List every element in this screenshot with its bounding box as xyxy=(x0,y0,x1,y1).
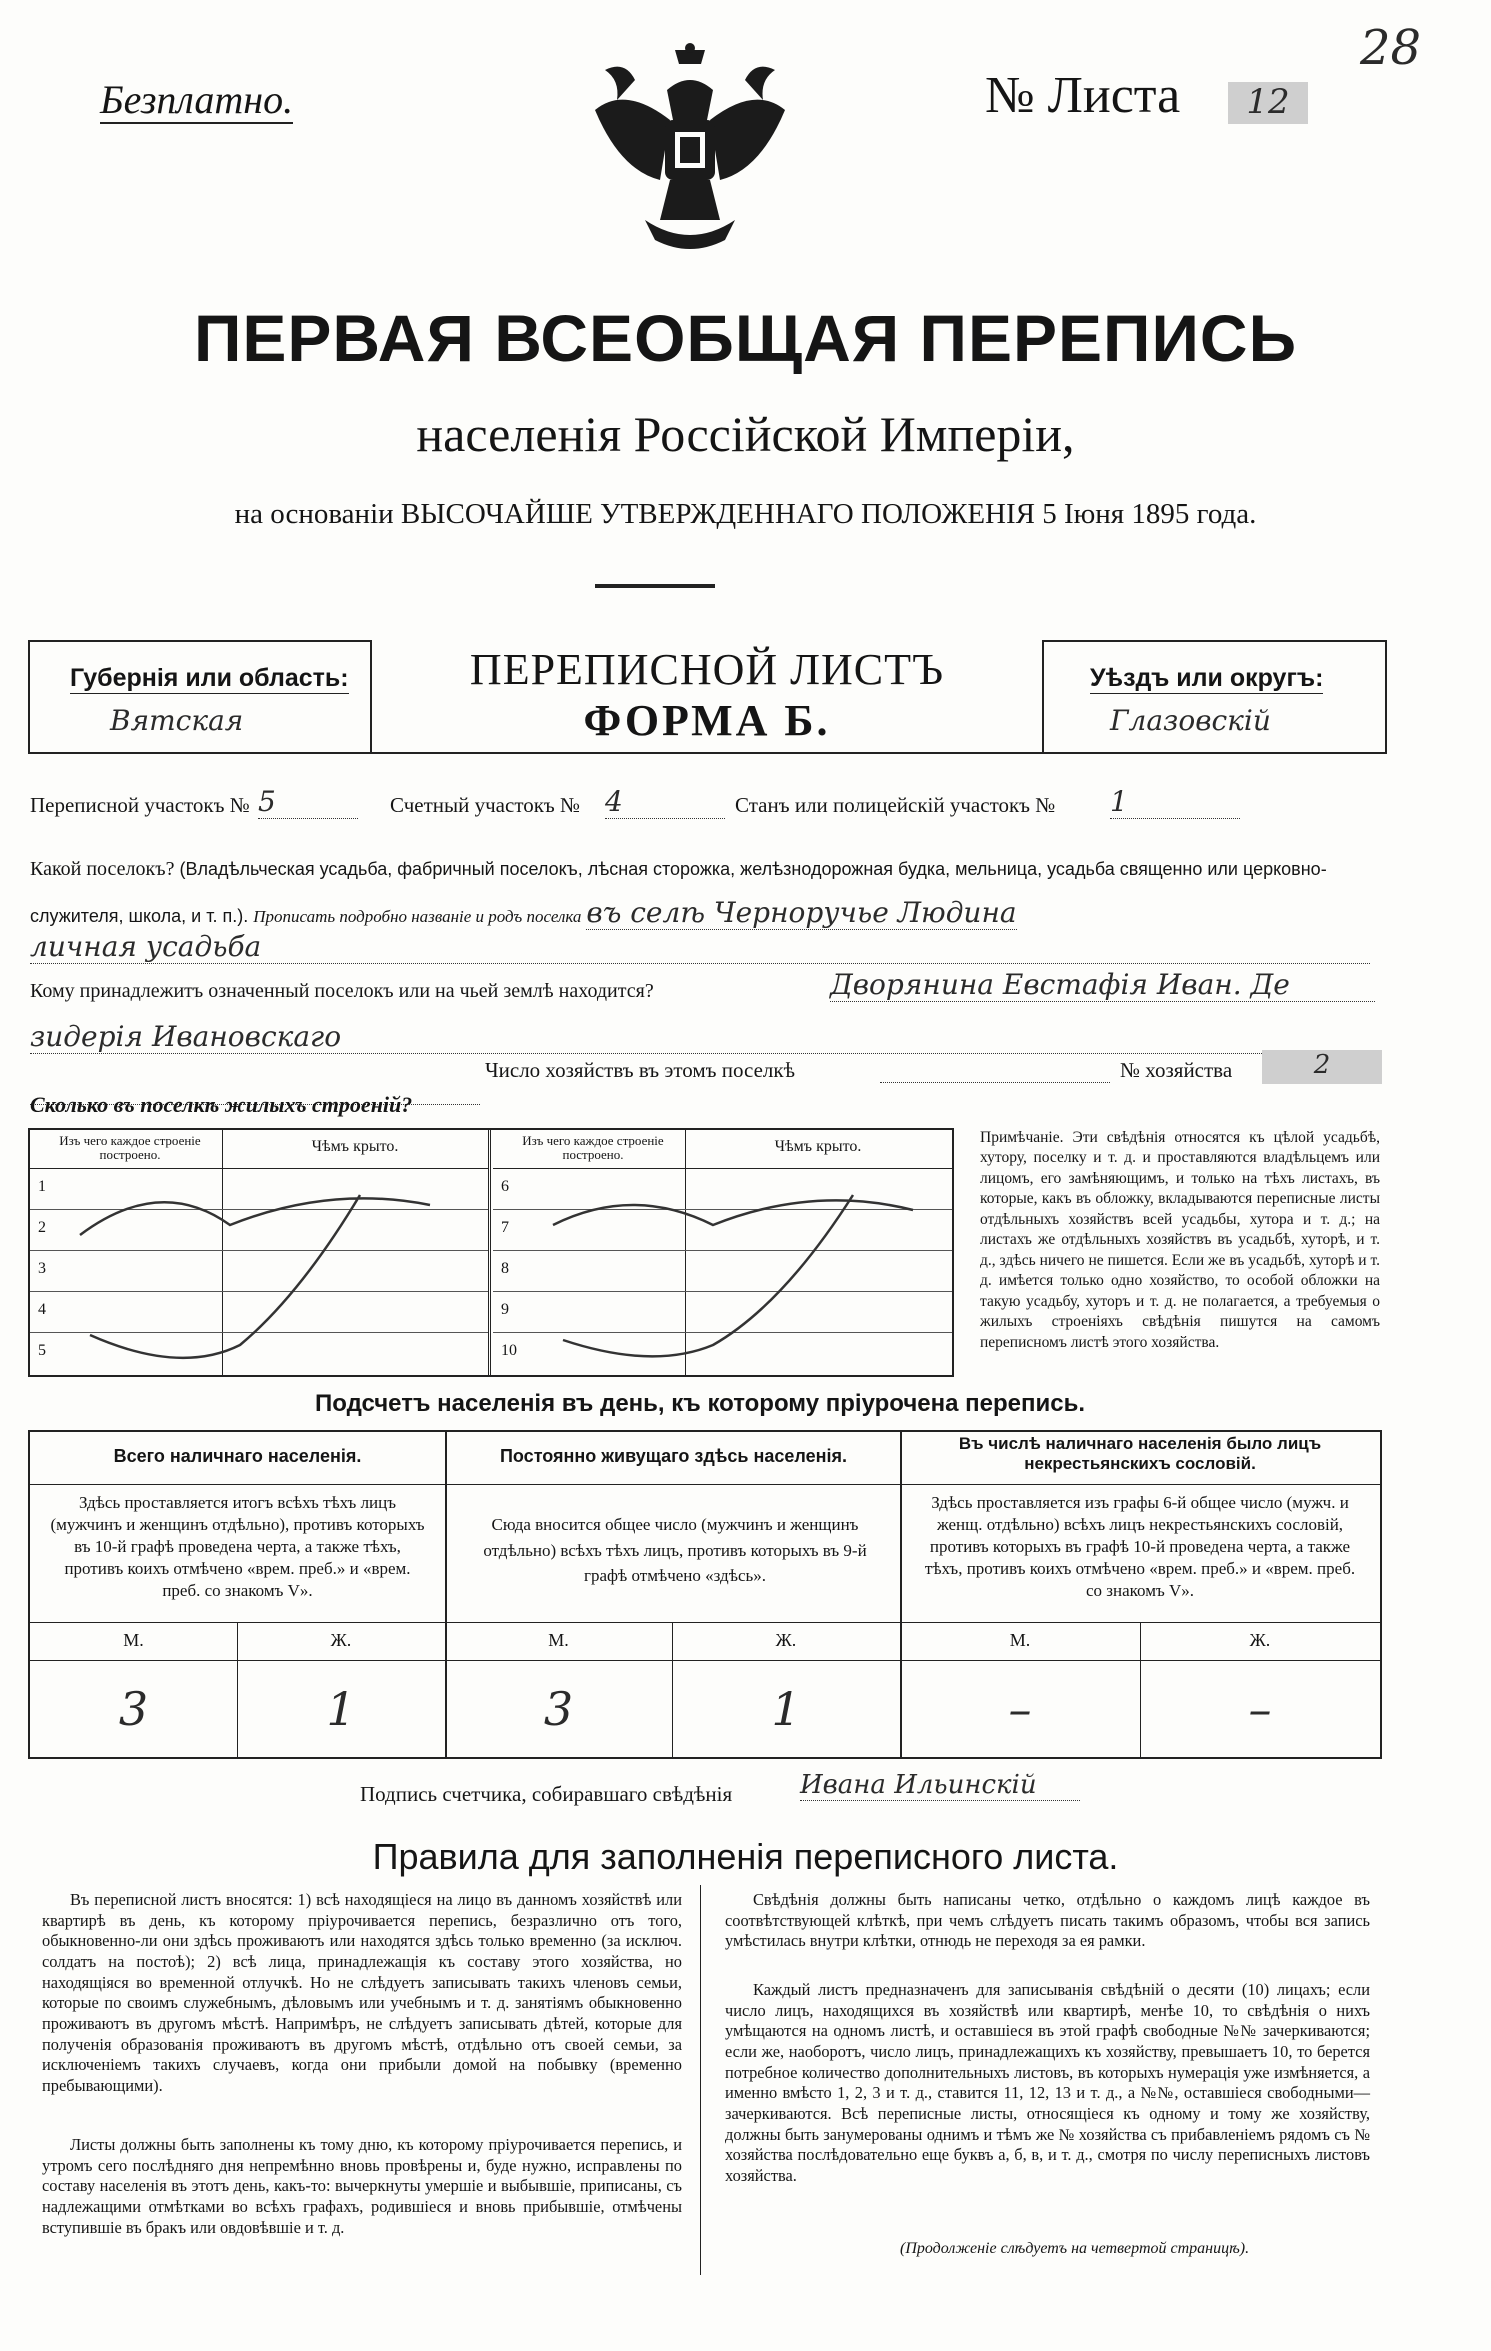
settlement-hint: (Владѣльческая усадьба, фабричный поселокъ, лѣсная сторожка, желѣзнодорожная будка, мельница, усадьба священно или церковно-служителя, школа, и т. п.). xyxy=(30,859,1327,926)
settlement-value-2: личная усадьба xyxy=(30,930,1370,964)
tally-value-col1-m: 3 xyxy=(118,1682,149,1736)
left-row-2: 2 xyxy=(38,1219,46,1236)
buildings-table-left xyxy=(30,1130,491,1375)
page-subtitle: населенія Россійской Имперіи, xyxy=(416,406,1075,462)
census-area-value: 5 xyxy=(258,785,358,819)
right-row-8: 8 xyxy=(501,1260,509,1277)
household-number-value: 2 xyxy=(1262,1050,1382,1084)
province-value: Вятская xyxy=(110,704,244,737)
right-row-6: 6 xyxy=(501,1178,509,1195)
right-row-10: 10 xyxy=(501,1342,517,1359)
tally-value-col2-m: 3 xyxy=(543,1682,574,1736)
tally-col1-text: Здѣсь проставляется итогъ всѣхъ тѣхъ лицъ (мужчинъ и женщинъ отдѣльно), противъ которыхъ въ 10-й графѣ проведена черта, а также тѣхъ, противъ коихъ отмѣчено «врем. преб.» и «врем. преб. со знакомъ V». xyxy=(50,1493,425,1601)
left-strikeout-mark xyxy=(60,1175,460,1375)
district-label: Уѣздъ или округъ: xyxy=(1090,664,1324,692)
census-area-label: Переписной участокъ № xyxy=(30,793,250,817)
right-strikeout-mark xyxy=(533,1175,933,1375)
buildings-table-right xyxy=(493,1130,952,1375)
settlement-question xyxy=(30,848,1380,938)
left-row-4: 4 xyxy=(38,1301,46,1318)
count-area-label: Счетный участокъ № xyxy=(390,793,581,817)
page-basis: на основаніи ВЫСОЧАЙШЕ УТВЕРЖДЕННАГО ПОЛОЖЕНІЯ 5 Іюня 1895 года. xyxy=(234,498,1257,530)
police-area-value: 1 xyxy=(1110,785,1240,819)
owner-question: Кому принадлежитъ означенный поселокъ или на чьей землѣ находится? xyxy=(30,980,654,1002)
tally-col3-zh: Ж. xyxy=(1249,1630,1271,1650)
police-area-label: Станъ или полицейскій участокъ № xyxy=(735,793,1056,817)
sheet-title-block xyxy=(370,640,1044,752)
left-row-5: 5 xyxy=(38,1342,46,1359)
tally-title: Подсчетъ населенія въ день, къ которому пріурочена перепись. xyxy=(315,1390,1085,1417)
note-text: Примѣчаніе. Эти свѣдѣнія относятся къ цѣлой усадьбѣ, хутору, поселку и т. д. и проставляются владѣльцемъ или лицомъ, его замѣняющимъ, и только на тѣхъ листахъ, въ которые, какъ въ обложку, вкладываются переписные листы отдѣльныхъ хозяйствъ всей усадьбы, хутора и т. д.; на листахъ же отдѣльныхъ хозяйствъ въ усадьбѣ, хуторѣ, и т. д., здѣсь ничего не пишется. Если же въ усадьбѣ, хуторѣ и т. д. имѣется только одно хозяйство, то особой обложки на такую усадьбу, хуторъ и т. д. не полагается, а требуемыя о жилыхъ строеніяхъ свѣдѣнія пишутся на самомъ переписномъ листѣ этого хозяйства. xyxy=(980,1129,1380,1351)
tally-table xyxy=(28,1430,1382,1759)
owner-value-1: Дворянина Евстафія Иван. Де xyxy=(830,968,1375,1002)
right-row-7: 7 xyxy=(501,1219,509,1236)
tally-col1-head: Всего наличнаго населенія. xyxy=(113,1446,362,1466)
households-label: Число хозяйствъ въ этомъ поселкѣ xyxy=(485,1058,795,1082)
tally-col3-text: Здѣсь проставляется изъ графы 6-й общее число (мужч. и женщ. отдѣльно) всѣхъ лицъ некрестьянскихъ сословій, противъ которыхъ въ графѣ 10-й проведена черта, а также тѣхъ, противъ коихъ отмѣчено «врем. преб.» и «врем. преб. со знакомъ V». xyxy=(924,1493,1356,1601)
buildings-question: Сколько въ поселкѣ жилыхъ строеній? xyxy=(30,1092,413,1117)
tally-value-col2-zh: 1 xyxy=(771,1682,801,1736)
left-col1-head: Изъ чего каждое строеніе построено. xyxy=(59,1133,201,1163)
tally-col1-m: М. xyxy=(123,1630,144,1650)
imperial-eagle-emblem xyxy=(575,40,805,270)
count-area-value: 4 xyxy=(605,785,725,819)
settlement-instruction: Прописать подробно названіе и родъ поселка xyxy=(253,907,582,926)
form-title: ФОРМА Б. xyxy=(583,696,831,745)
rules-title: Правила для заполненія переписного листа. xyxy=(372,1836,1119,1877)
sheet-title: ПЕРЕПИСНОЙ ЛИСТЪ xyxy=(469,645,945,694)
rules-left-1: Въ переписной листъ вносятся: 1) всѣ находящіеся на лицо въ данномъ хозяйствѣ или квартирѣ въ день, къ которому пріурочивается перепись, безразлично отъ того, обыкновенно-ли они здѣсь проживаютъ или находятся здѣсь только временно (за исключ. солдатъ на постоѣ); 2) всѣ лица, принадлежащія къ составу этого хозяйства, но находящіяся во временной отлучкѣ. Но не слѣдуетъ записывать такихъ членовъ семьи, которые по своимъ служебнымъ, дѣловымъ или учебнымъ и т. д. занятіямъ обыкновенно проживаютъ въ другомъ мѣстѣ. Напримѣръ, не слѣдуетъ записывать дѣтей, которые для полученія образованія проживаютъ въ другомъ мѣстѣ, отдѣльно отъ своей семьи, за исключеніемъ такихъ случаевъ, когда они прибыли домой на побывку (временно пребывающими). xyxy=(42,1890,682,2096)
title-divider xyxy=(595,584,715,588)
tally-col2-m: М. xyxy=(548,1630,569,1650)
right-row-9: 9 xyxy=(501,1301,509,1318)
sheet-number-label: № Листа xyxy=(985,67,1181,124)
settlement-q-label: Какой поселокъ? xyxy=(30,858,175,880)
tally-col1-zh: Ж. xyxy=(330,1630,352,1650)
tally-col3-head: Въ числѣ наличнаго населенія было лицъ некрестьянскихъ сословій. xyxy=(958,1434,1322,1474)
tally-col2-text: Сюда вносится общее число (мужчинъ и женщинъ отдѣльно) всѣхъ тѣхъ лицъ, противъ которыхъ въ 9-й графѣ отмѣчено «здѣсь». xyxy=(483,1515,867,1585)
corner-page-number: 28 xyxy=(1360,20,1422,76)
household-number-label: № хозяйства xyxy=(1120,1058,1233,1082)
owner-value-2: зидерія Ивановскаго xyxy=(30,1020,1370,1054)
tally-value-col1-zh: 1 xyxy=(326,1682,356,1736)
header-box xyxy=(28,640,1387,754)
free-label: Безплатно. xyxy=(100,77,294,122)
households-value-line xyxy=(880,1080,1110,1083)
tally-value-col3-zh: – xyxy=(1248,1682,1272,1736)
rules-right-2: Каждый листъ предназначенъ для записыванія свѣдѣній о десяти (10) лицахъ; если число лицъ, находящихся въ хозяйствѣ или квартирѣ, менѣе 10, то свѣдѣнія о нихъ умѣщаются на одномъ листѣ, и оставшіеся въ этой графѣ свободные №№ зачеркиваются; если же, наоборотъ, число лицъ, принадлежащихъ къ хозяйству, превышаетъ 10, то берется потребное количество дополнительныхъ листовъ, въ которыхъ нумерація уже измѣняется, а именно вмѣсто 1, 2, 3 и т. д., ставится 11, 12, 13 и т. д., а №№, оставшіеся свободными—зачеркиваются. Всѣ переписные листы, относящіеся къ одному и тому же хозяйству, должны быть занумерованы однимъ и тѣмъ же № хозяйства съ прибавленіемъ рядомъ съ № хозяйства послѣдовательно еще буквъ а, б, в, и т. д., смотря по числу переписныхъ листовъ хозяйства. xyxy=(725,1980,1370,2186)
right-col1-head: Изъ чего каждое строеніе построено. xyxy=(522,1133,664,1163)
tally-value-col3-m: – xyxy=(1008,1682,1032,1736)
signature-value: Ивана Ильинскій xyxy=(800,1770,1080,1801)
tally-col2-head: Постоянно живущаго здѣсь населенія. xyxy=(499,1446,847,1466)
tally-col2-zh: Ж. xyxy=(775,1630,797,1650)
page-title: ПЕРВАЯ ВСЕОБЩАЯ ПЕРЕПИСЬ xyxy=(193,301,1298,375)
left-row-3: 3 xyxy=(38,1260,46,1277)
left-row-1: 1 xyxy=(38,1178,46,1195)
signature-label: Подпись счетчика, собиравшаго свѣдѣнія xyxy=(360,1782,733,1806)
district-value: Глазовскій xyxy=(1110,704,1271,737)
settlement-value-1: въ селѣ Черноручье Людина xyxy=(586,896,1017,929)
left-col2-head: Чѣмъ крыто. xyxy=(311,1138,399,1155)
province-label: Губернія или область: xyxy=(70,664,349,692)
rules-left-2: Листы должны быть заполнены къ тому дню, къ которому пріурочивается перепись, и утромъ сего послѣдняго дня непремѣнно вновь провѣрены и, буде нужно, исправлены по составу населенія въ этотъ день, какъ-то: вычеркнуты умершіе и выбывшіе, приписаны, съ надлежащими отмѣтками во всѣхъ графахъ, родившіеся и вновь прибывшіе, отмѣчены вступившіе въ бракъ или овдовѣвшіе и т. д. xyxy=(42,2135,682,2237)
continued-note: (Продолженіе слѣдуетъ на четвертой страницѣ). xyxy=(900,2240,1250,2257)
tally-col3-m: М. xyxy=(1009,1630,1031,1650)
buildings-table xyxy=(28,1128,954,1377)
rules-divider xyxy=(700,1885,701,2275)
rules-right-1: Свѣдѣнія должны быть написаны четко, отдѣльно о каждомъ лицѣ каждое въ соотвѣтствующей клѣткѣ, при чемъ слѣдуетъ писать такимъ образомъ, чтобы вся запись умѣстилась внутри клѣтки, отнюдь не переходя за ея рамки. xyxy=(725,1890,1370,1951)
right-col2-head: Чѣмъ крыто. xyxy=(774,1138,862,1155)
sheet-number-value: 12 xyxy=(1228,82,1308,124)
